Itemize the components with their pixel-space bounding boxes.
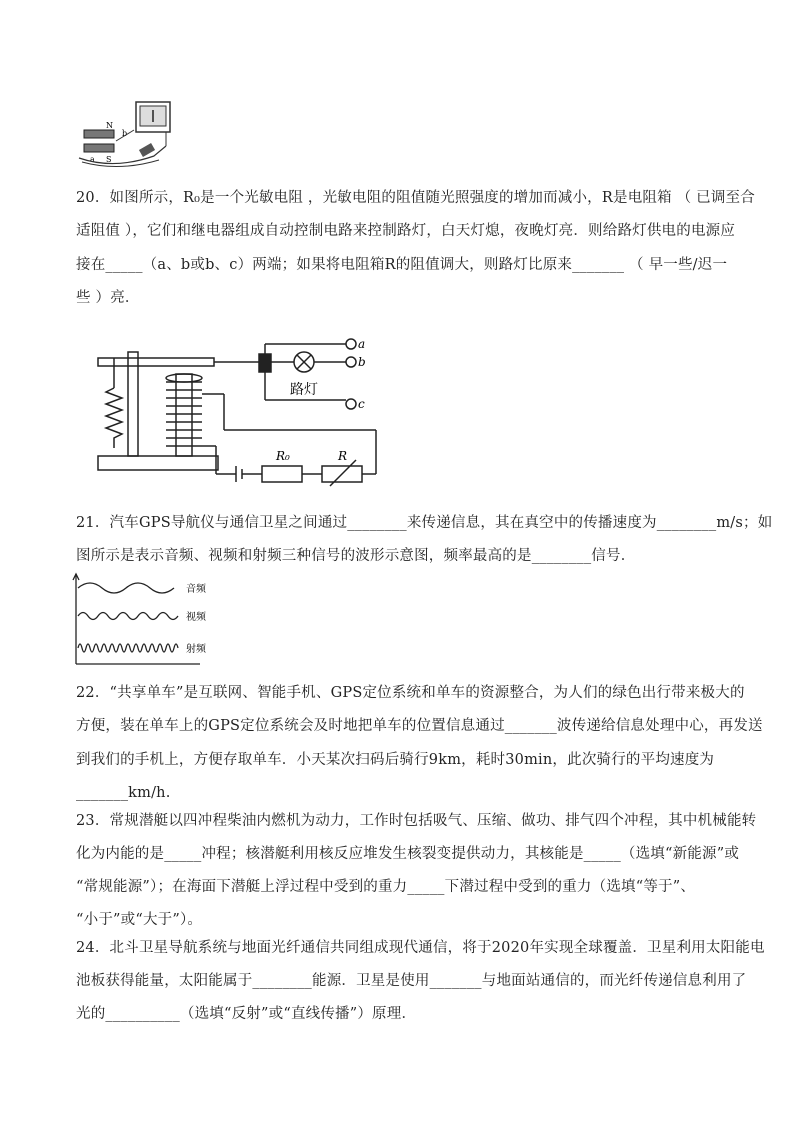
- r0-label: R₀: [276, 449, 290, 463]
- q22-line-2: 方便，装在单车上的GPS定位系统会及时地把单车的位置信息通过_______波传递给信息处理中心，再发送: [76, 718, 763, 734]
- wave-video-label: 视频: [186, 612, 206, 623]
- label-b: b: [122, 129, 128, 138]
- q20-line-2: 适阻值 ），它们和继电器组成自动控制电路来控制路灯，白天灯熄，夜晚灯亮．则给路灯供电的电源应: [76, 223, 736, 239]
- q21-line-2: 图所示是表示音频、视频和射频三种信号的波形示意图，频率最高的是________信号．: [76, 548, 636, 564]
- q22-line-3: 到我们的手机上，方便存取单车．小天某次扫码后骑行9km，耗时30min，此次骑行的平均速度为: [76, 752, 715, 768]
- q21-line-1: 21．汽车GPS导航仪与通信卫星之间通过________来传递信息，其在真空中的传播速度为________m/s；如: [76, 515, 773, 531]
- q20-line-3: 接在_____（a、b或b、c）两端；如果将电阻箱R的阻值调大，则路灯比原来_______ （ 早一些/迟一: [76, 257, 728, 273]
- q24-line-2: 池板获得能量，太阳能属于________能源．卫星是使用_______与地面站通信的，而光纤传递信息利用了: [76, 973, 747, 989]
- q23-line-2: 化为内能的是_____冲程；核潜艇利用核反应堆发生核裂变提供动力，其核能是_____（选填“新能源”或: [76, 846, 740, 862]
- q20-line-4: 些 ）亮．: [76, 290, 140, 306]
- q23-line-3: “常规能源”）；在海面下潜艇上浮过程中受到的重力_____下潜过程中受到的重力（选填“等于”、: [76, 879, 696, 895]
- wave-rf-label: 射频: [186, 644, 206, 655]
- terminal-b-label: b: [358, 355, 366, 369]
- terminal-a-label: a: [358, 337, 366, 351]
- wave-audio-label: 音频: [186, 584, 206, 595]
- waveform-figure: [70, 572, 230, 668]
- q23-line-1: 23．常规潜艇以四冲程柴油内燃机为动力，工作时包括吸气、压缩、做功、排气四个冲程，其中机械能转: [76, 813, 757, 829]
- q20-line-1: 20．如图所示，R₀是一个光敏电阻 ，光敏电阻的阻值随光照强度的增加而减小，R是电阻箱 （ 已调至合: [76, 190, 755, 206]
- q24-line-3: 光的__________（选填“反射”或“直线传播”）原理．: [76, 1006, 417, 1022]
- q24-line-1: 24．北斗卫星导航系统与地面光纤通信共同组成现代通信，将于2020年实现全球覆盖．卫星利用太阳能电: [76, 940, 765, 956]
- relay-circuit-figure: [94, 328, 394, 488]
- label-n: N: [106, 121, 113, 130]
- q22-line-1: 22．“共享单车”是互联网、智能手机、GPS定位系统和单车的资源整合，为人们的绿色出行带来极大的: [76, 685, 745, 701]
- q23-line-4: “小于”或“大于”）。: [76, 912, 203, 928]
- top-figure: [74, 100, 174, 170]
- lamp-label: 路灯: [290, 382, 318, 398]
- label-a: a: [90, 155, 95, 164]
- q22-line-4: _______km/h.: [76, 785, 171, 801]
- terminal-c-label: c: [358, 397, 365, 411]
- r-label: R: [338, 449, 348, 463]
- label-s: S: [106, 155, 112, 164]
